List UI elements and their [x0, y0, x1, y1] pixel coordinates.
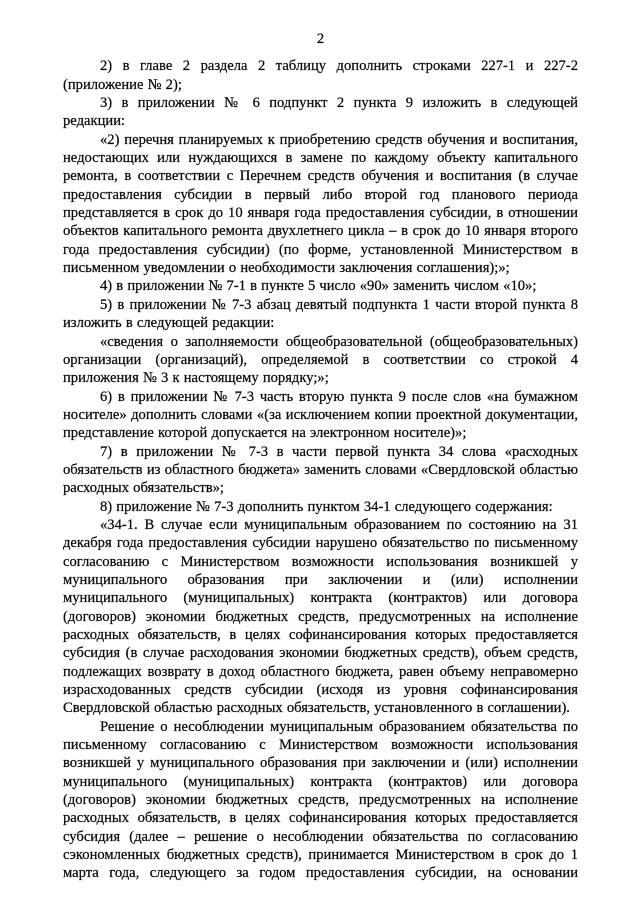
paragraph-quote-2: «2) перечня планируемых к приобретению средств обучения и воспитания, недостающих или нуждающихся в замене по каждому объекту капитального ремонта, в соответствии с Перечнем средств обучения и воспитания (в случае предоставления субсидии в первый либо второй год планового периода представляется в срок до 10 января года предоставления субсидии, в отношении объектов капитального ремонта двухлетнего цикла – в срок до 10 января второго года предоставления субсидии) (по форме, установленной Министерством в письменном уведомлении о необходимости заключения соглашения);»; — [63, 131, 578, 277]
paragraph-quote-5: «сведения о заполняемости общеобразовательной (общеобразовательных) организации (организаций), определяемой в соответствии со строкой 4 приложения № 3 к настоящему порядку;»; — [63, 333, 578, 387]
paragraph-item-3: 3) в приложении № 6 подпункт 2 пункта 9 изложить в следующей редакции: — [63, 95, 578, 130]
paragraph-item-5: 5) в приложении № 7-3 абзац девятый подпункта 1 части второй пункта 8 изложить в следующей редакции: — [63, 296, 578, 332]
paragraph-item-2: 2) в главе 2 раздела 2 таблицу дополнить строками 227-1 и 227-2 (приложение № 2); — [63, 58, 578, 93]
page-number: 2 — [316, 31, 325, 47]
paragraph-item-6: 6) в приложении № 7-3 часть вторую пункта 9 после слов «на бумажном носителе» дополнить словами «(за исключением копии проектной документации, представление которой допускается на электронном носителе)»; — [63, 388, 578, 442]
paragraph-item-4: 4) в приложении № 7-1 в пункте 5 число «90» заменить числом «10»; — [100, 278, 537, 295]
document-body — [63, 57, 578, 882]
paragraph-quote-34-1: «34-1. В случае если муниципальным образованием по состоянию на 31 декабря года предоставления субсидии нарушено обязательство по письменному согласованию с Министерством возможности использования возникшей у муниципального образования при заключении и (или) исполнении муниципального (муниципальных) контракта (контрактов) или договора (договоров) экономии бюджетных средств, предусмотренных на исполнение расходных обязательств, в целях софинансирования которых предоставляется субсидия (в случае расходования экономии бюджетных средств), объем средств, подлежащих возврату в доход областного бюджета, равен объему неправомерно израсходованных средств субсидии (исходя из уровня софинансирования Свердловской областью расходных обязательств, установленного в соглашении). — [63, 516, 578, 717]
paragraph-decision: Решение о несоблюдении муниципальным образованием обязательства по письменному согласованию с Министерством возможности использования возникшей у муниципального образования при заключении и (или) исполнении муниципального (муниципальных) контракта (контрактов) или договора (договоров) экономии бюджетных средств, предусмотренных на исполнение расходных обязательств, в целях софинансирования которых предоставляется субсидия (далее – решение о несоблюдении обязательства по согласованию сэкономленных бюджетных средств), принимается Министерством в срок до 1 марта года, следующего за годом предоставления субсидии, на основании — [63, 718, 578, 882]
paragraph-item-7: 7) в приложении № 7-3 в части первой пункта 34 слова «расходных обязательств из областного бюджета» заменить словами «Свердловской областью расходных обязательств»; — [63, 443, 578, 497]
paragraph-item-8: 8) приложение № 7-3 дополнить пунктом 34-1 следующего содержания: — [100, 498, 553, 515]
